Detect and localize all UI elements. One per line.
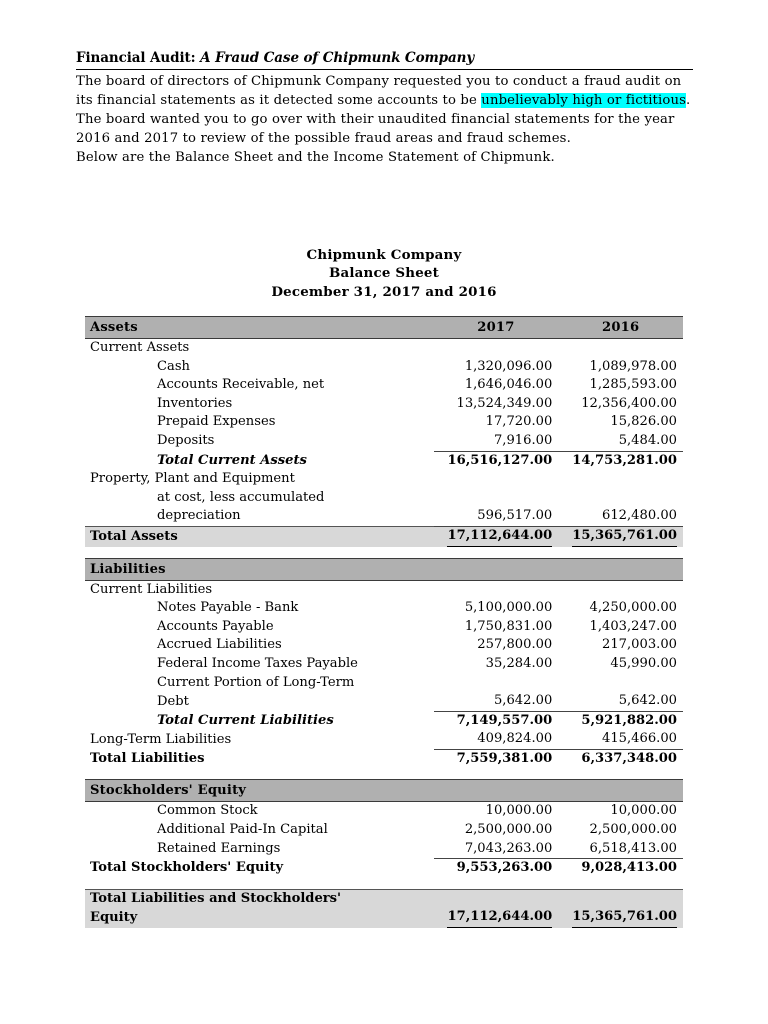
- table-row: [85, 840, 683, 859]
- table-row: [85, 749, 683, 768]
- grand-total-row-line2: [85, 908, 683, 928]
- amount-2017: [434, 580, 559, 599]
- amount-2016: 415,466.00: [602, 731, 677, 747]
- table-row: [85, 358, 683, 377]
- grand-total-row-line1: [85, 889, 683, 908]
- amount-2017: 10,000.00: [485, 803, 553, 819]
- section-header-label: Liabilities: [85, 558, 434, 580]
- amount-2017: 7,559,381.00: [434, 749, 559, 768]
- table-row: [85, 526, 683, 546]
- row-label: Additional Paid-In Capital: [157, 822, 328, 838]
- page-title: [76, 50, 693, 67]
- table-row: [85, 730, 683, 749]
- table-row: [85, 802, 683, 821]
- row-label: Total Stockholders' Equity: [90, 860, 284, 876]
- column-header-2016: [558, 780, 683, 802]
- amount-2016: 14,753,281.00: [558, 451, 683, 470]
- column-header-2016: [558, 558, 683, 580]
- amount-2016: 1,285,593.00: [589, 377, 677, 393]
- amount-2017: 7,043,263.00: [464, 840, 553, 856]
- section-header-row: [85, 317, 683, 339]
- statement-heading: [0, 246, 768, 301]
- amount-2017: 7,916.00: [493, 432, 553, 448]
- table-row: [85, 413, 683, 432]
- title-italic: A Fraud Case of Chipmunk Company: [200, 50, 475, 66]
- amount-2016: [558, 674, 683, 693]
- amount-underline: 15,365,761.00: [572, 527, 677, 547]
- amount-2017: [434, 489, 559, 508]
- section-header-label: Assets: [85, 317, 434, 339]
- amount-2017: 1,646,046.00: [464, 377, 553, 393]
- amount-2016: 5,921,882.00: [558, 711, 683, 730]
- amount-2017: 17,720.00: [485, 414, 553, 430]
- spacer-cell: [85, 878, 683, 890]
- row-label: at cost, less accumulated: [157, 489, 325, 505]
- intro-text-part2: . The board wanted you to go over with their unaudited financial statements for the year 2016 and 2017 to review of the possible fraud areas and fraud schemes.: [76, 93, 691, 147]
- row-label: Current Liabilities: [90, 581, 213, 597]
- table-row: [85, 859, 683, 878]
- table-row: [85, 655, 683, 674]
- section-spacer: [85, 547, 683, 559]
- amount-2016: 1,403,247.00: [589, 618, 677, 634]
- amount-2016: [558, 489, 683, 508]
- amount-2016: [558, 470, 683, 489]
- table-row: [85, 507, 683, 526]
- amount-underline: 17,112,644.00: [447, 908, 552, 928]
- statement-company: Chipmunk Company: [306, 247, 462, 263]
- spacer-cell: [85, 547, 683, 559]
- amount-2016: 45,990.00: [610, 655, 677, 671]
- row-label: Current Portion of Long-Term: [157, 674, 355, 690]
- amount-2016: [558, 580, 683, 599]
- row-label: Total Current Liabilities: [157, 712, 334, 728]
- table-row: [85, 339, 683, 358]
- row-label: Cash: [157, 358, 190, 374]
- row-label: Current Assets: [90, 340, 190, 355]
- table-row: [85, 470, 683, 489]
- row-label: Common Stock: [157, 803, 258, 819]
- table-row: [85, 489, 683, 508]
- row-label: Accounts Payable: [157, 618, 274, 634]
- row-label: Property, Plant and Equipment: [90, 471, 295, 487]
- amount-2016: 4,250,000.00: [589, 600, 677, 616]
- grand-total-2017: [434, 908, 559, 928]
- amount-2017: 257,800.00: [477, 637, 553, 653]
- row-label: depreciation: [157, 508, 241, 524]
- amount-2017: 409,824.00: [477, 731, 553, 747]
- table-row: [85, 636, 683, 655]
- amount-2017: 13,524,349.00: [456, 395, 553, 411]
- table-row: [85, 711, 683, 730]
- statement-period: December 31, 2017 and 2016: [271, 283, 497, 300]
- amount-2016: 5,642.00: [618, 693, 677, 709]
- amount-underline: 17,112,644.00: [447, 527, 552, 547]
- amount-2016: 10,000.00: [610, 803, 677, 819]
- section-header-row: [85, 558, 683, 580]
- amount-2017: [434, 339, 559, 358]
- row-label: Prepaid Expenses: [157, 414, 276, 430]
- amount-2016: 612,480.00: [602, 508, 677, 524]
- row-label: Long-Term Liabilities: [90, 731, 232, 747]
- section-header-row: [85, 780, 683, 802]
- amount-2016: 2,500,000.00: [589, 822, 677, 838]
- table-row: [85, 599, 683, 618]
- spacer-cell: [85, 768, 683, 780]
- table-row: [85, 618, 683, 637]
- row-label: Retained Earnings: [157, 841, 281, 857]
- row-label: Federal Income Taxes Payable: [157, 655, 358, 671]
- row-label: Accounts Receivable, net: [157, 377, 325, 393]
- amount-2017: [434, 526, 559, 546]
- grand-total-2016: [558, 908, 683, 928]
- amount-2017: 16,516,127.00: [434, 451, 559, 470]
- amount-2017: 5,100,000.00: [464, 600, 553, 616]
- highlighted-text: unbelievably high or fictitious: [481, 93, 687, 109]
- intro-paragraph-2: Below are the Balance Sheet and the Income Statement of Chipmunk.: [76, 150, 555, 166]
- row-label: Accrued Liabilities: [157, 637, 282, 653]
- column-header-2017: [434, 780, 559, 802]
- grand-total-2017-blank: [434, 889, 559, 908]
- amount-2017: [434, 470, 559, 489]
- amount-2016: 15,826.00: [610, 414, 677, 430]
- amount-2016: [558, 339, 683, 358]
- amount-2017: 9,553,263.00: [434, 859, 559, 878]
- row-label: Debt: [157, 693, 189, 709]
- amount-2017: [434, 674, 559, 693]
- amount-2017: 1,320,096.00: [464, 358, 553, 374]
- row-label: Total Assets: [85, 526, 434, 546]
- row-label: Total Current Assets: [157, 452, 307, 468]
- amount-2016: 5,484.00: [618, 432, 677, 448]
- grand-total-label-line2: Equity: [85, 908, 434, 928]
- amount-2016: 217,003.00: [602, 637, 677, 653]
- amount-2017: 5,642.00: [493, 693, 553, 709]
- amount-2016: 9,028,413.00: [558, 859, 683, 878]
- amount-2016: 6,518,413.00: [589, 840, 677, 856]
- grand-total-label-line1: Total Liabilities and Stockholders': [85, 889, 434, 908]
- amount-2017: 1,750,831.00: [464, 618, 553, 634]
- grand-total-spacer: [85, 878, 683, 890]
- table-row: [85, 821, 683, 840]
- row-label: Deposits: [157, 433, 215, 449]
- intro-paragraph: [76, 72, 693, 148]
- section-header-label: Stockholders' Equity: [85, 780, 434, 802]
- amount-2016: [558, 526, 683, 546]
- amount-2017: 35,284.00: [485, 655, 553, 671]
- row-label: Total Liabilities: [90, 750, 205, 766]
- amount-2017: 7,149,557.00: [434, 711, 559, 730]
- title-prefix: Financial Audit:: [76, 50, 196, 66]
- balance-sheet-table: [85, 316, 683, 928]
- column-header-2017: [434, 558, 559, 580]
- title-divider: [76, 69, 693, 70]
- table-row: [85, 674, 683, 693]
- intro-text-part1: The board of directors of Chipmunk Company requested you to conduct a fraud audit on its financial statements as it detected some accounts to be: [76, 74, 682, 109]
- table-row: [85, 692, 683, 711]
- amount-2016: 6,337,348.00: [558, 749, 683, 768]
- table-row: [85, 451, 683, 470]
- statement-name: Balance Sheet: [328, 265, 440, 282]
- grand-total-2016-blank: [558, 889, 683, 908]
- table-row: [85, 432, 683, 451]
- intro-block: [76, 50, 693, 167]
- amount-2016: 1,089,978.00: [589, 358, 677, 374]
- table-row: [85, 376, 683, 395]
- row-label: Inventories: [157, 395, 233, 411]
- amount-2017: 2,500,000.00: [464, 822, 553, 838]
- amount-underline: 15,365,761.00: [572, 908, 677, 928]
- amount-2017: 596,517.00: [477, 508, 553, 524]
- amount-2016: 12,356,400.00: [581, 395, 677, 411]
- column-header-2016: 2016: [558, 317, 683, 339]
- column-header-2017: 2017: [434, 317, 559, 339]
- section-spacer: [85, 768, 683, 780]
- row-label: Notes Payable - Bank: [157, 600, 299, 616]
- table-row: [85, 580, 683, 599]
- table-row: [85, 395, 683, 414]
